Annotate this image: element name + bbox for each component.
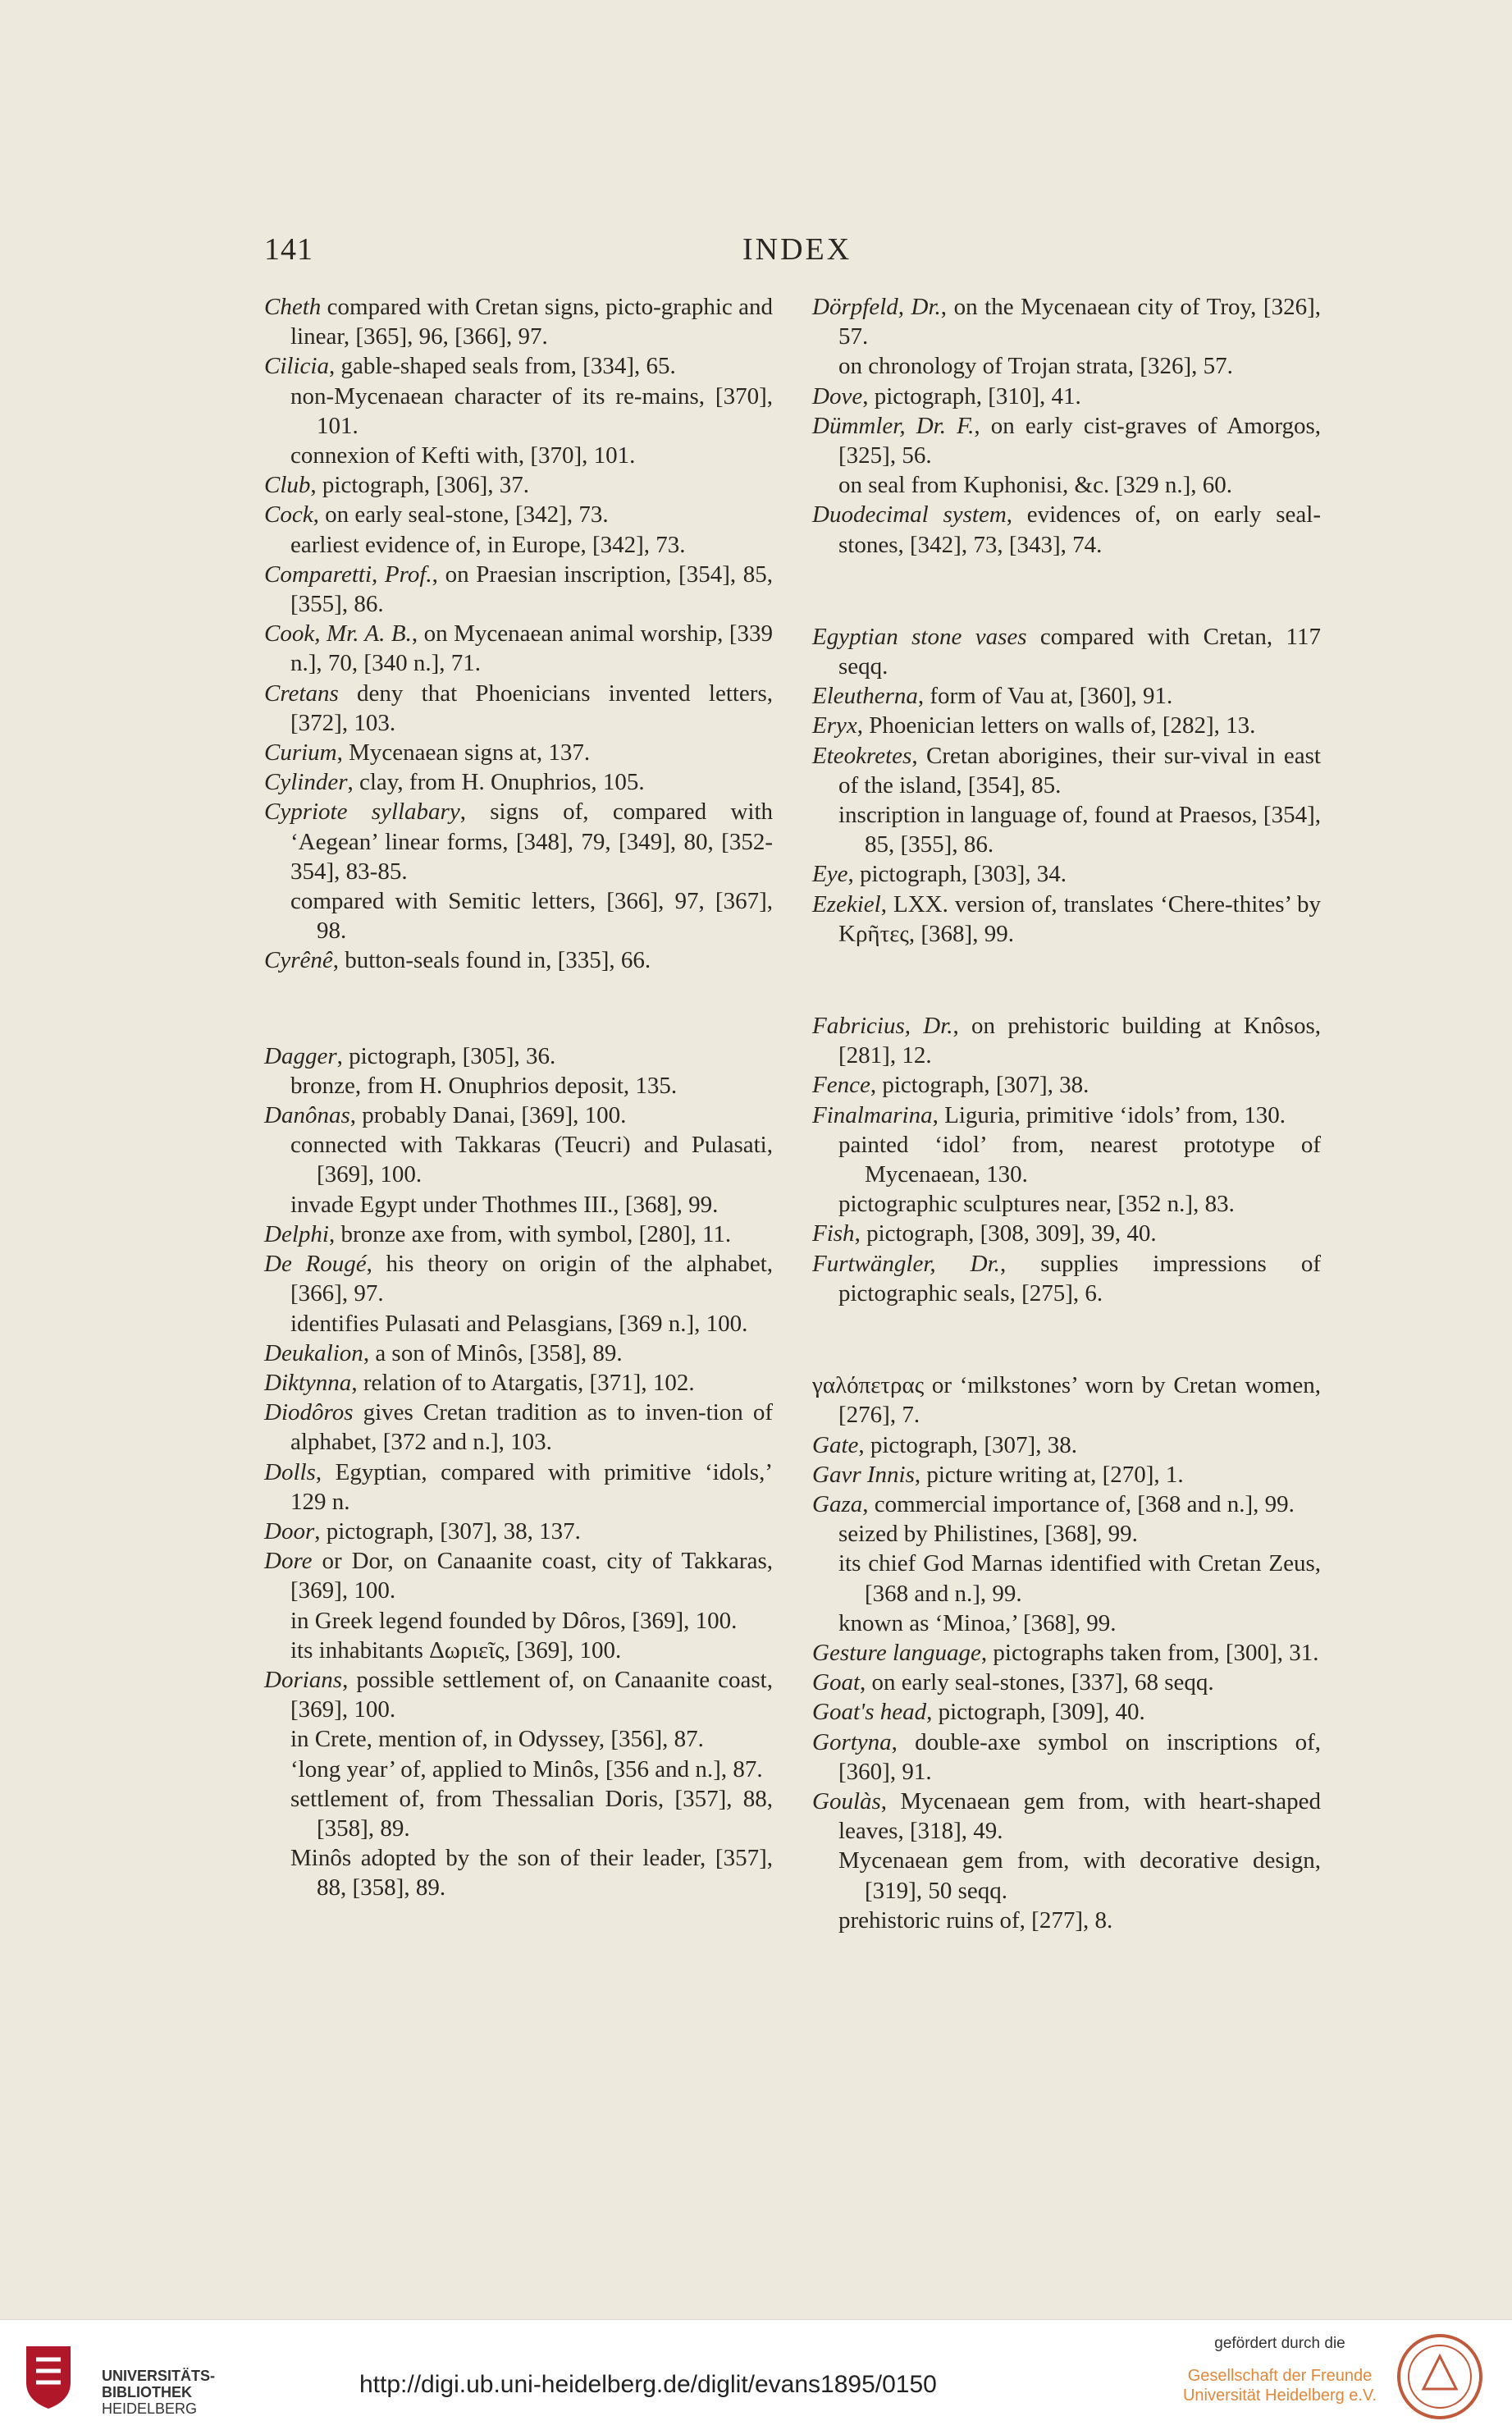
- page-number: 141: [264, 232, 313, 267]
- entry-headword: Eye: [812, 861, 848, 888]
- index-subentry: [812, 1189, 1321, 1219]
- index-entry: [264, 1517, 773, 1546]
- index-entry: [264, 1249, 773, 1308]
- entry-text: Minôs adopted by the son of their leader, [357], 88, [358], 89.: [290, 1845, 773, 1901]
- index-letter-group: [812, 622, 1321, 949]
- entry-headword: Dolls: [264, 1458, 316, 1485]
- entry-headword: Cyrênê: [264, 947, 333, 974]
- entry-headword: Fence: [812, 1072, 870, 1099]
- index-entry: [264, 767, 773, 797]
- entry-headword: Duodecimal system: [812, 501, 1007, 529]
- entry-text: invade Egypt under Thothmes III., [368], 99.: [290, 1191, 719, 1218]
- entry-text: or Dor, on Canaanite coast, city of Takkaras, [369], 100.: [290, 1548, 773, 1604]
- entry-text: , form of Vau at, [360], 91.: [917, 683, 1173, 710]
- entry-text: on chronology of Trojan strata, [326], 57.: [838, 353, 1233, 380]
- entry-headword: Dümmler, Dr. F.: [812, 412, 975, 439]
- entry-text: , Egyptian, compared with primitive ‘idols,’ 129 n.: [290, 1458, 773, 1515]
- entry-headword: Cilicia: [264, 353, 329, 380]
- entry-text: , probably Danai, [369], 100.: [349, 1102, 627, 1129]
- index-letter-group: [812, 1011, 1321, 1308]
- entry-text: , gable-shaped seals from, [334], 65.: [328, 353, 676, 380]
- entry-text: inscription in language of, found at Praesos, [354], 85, [355], 86.: [838, 802, 1321, 858]
- index-letter-group: [812, 292, 1321, 560]
- entry-headword: Gaza: [812, 1490, 863, 1517]
- entry-text: , pictograph, [307], 38.: [870, 1072, 1089, 1099]
- page-title: INDEX: [742, 232, 852, 267]
- index-subentry: [812, 1549, 1321, 1608]
- index-entry: [264, 560, 773, 619]
- entry-headword: Eleutherna: [812, 683, 918, 710]
- entry-text: its chief God Marnas identified with Cretan Zeus, [368 and n.], 99.: [838, 1550, 1321, 1607]
- entry-text: , bronze axe from, with symbol, [280], 11.: [328, 1220, 732, 1247]
- entry-headword: Club: [264, 472, 311, 499]
- index-subentry: [264, 1724, 773, 1754]
- entry-text: , relation of to Atargatis, [371], 102.: [351, 1369, 695, 1396]
- entry-headword: Furtwängler, Dr.: [812, 1250, 1000, 1277]
- entry-text: , Mycenaean gem from, with heart-shaped leaves, [318], 49.: [838, 1787, 1321, 1845]
- index-subentry: [812, 1609, 1321, 1638]
- entry-text: its inhabitants Δωριεῖς, [369], 100.: [290, 1636, 622, 1663]
- entry-text: , on prehistoric building at Knôsos, [281], 12.: [838, 1013, 1321, 1069]
- entry-headword: Gavr Innis: [812, 1461, 915, 1488]
- entry-text: , a son of Minôs, [358], 89.: [363, 1339, 623, 1366]
- entry-text: , evidences of, on early seal-stones, [342], 73, [343], 74.: [838, 501, 1322, 558]
- index-entry: [264, 1665, 773, 1724]
- entry-headword: Fish: [812, 1220, 855, 1247]
- index-letter-group: [264, 1041, 773, 1903]
- index-subentry: [264, 1755, 773, 1784]
- index-entry: [812, 292, 1321, 351]
- entry-text: , on Mycenaean animal worship, [339 n.], 70, [340 n.], 71.: [290, 620, 773, 677]
- index-entry: [812, 1070, 1321, 1100]
- index-entry: [264, 945, 773, 975]
- sponsor-name: Gesellschaft der Freunde Universität Heidelberg e.V.: [1182, 2367, 1377, 2405]
- entry-headword: Goulàs: [812, 1787, 881, 1814]
- entry-text: , on the Mycenaean city of Troy, [326], 57.: [838, 294, 1321, 350]
- entry-text: , pictograph, [309], 40.: [926, 1699, 1145, 1726]
- entry-text: , clay, from H. Onuphrios, 105.: [347, 769, 645, 796]
- right-index-column: [812, 292, 1321, 1935]
- entry-headword: Goat's head: [812, 1699, 927, 1726]
- index-subentry: [812, 800, 1321, 859]
- entry-text: , picture writing at, [270], 1.: [914, 1461, 1184, 1488]
- entry-headword: De Rougé: [264, 1251, 367, 1278]
- entry-headword: Cook, Mr. A. B.: [264, 620, 412, 648]
- entry-headword: Door: [264, 1517, 315, 1544]
- entry-text: , on Praesian inscription, [354], 85, [355], 86.: [290, 561, 773, 618]
- index-entry: [812, 1430, 1321, 1460]
- index-entry: [812, 859, 1321, 889]
- index-entry: [264, 1220, 773, 1249]
- entry-headword: Cypriote syllabary: [264, 799, 460, 826]
- index-letter-group: [812, 1371, 1321, 1935]
- index-entry: [812, 1249, 1321, 1308]
- entry-text: gives Cretan tradition as to inven-tion of alphabet, [372 and n.], 103.: [290, 1399, 773, 1456]
- index-subentry: [812, 1846, 1321, 1905]
- entry-text: compared with Semitic letters, [366], 97, [367], 98.: [290, 888, 773, 945]
- entry-text: , pictograph, [303], 34.: [847, 861, 1067, 888]
- entry-text: prehistoric ruins of, [277], 8.: [838, 1906, 1113, 1933]
- entry-text: , Phoenician letters on walls of, [282], 13.: [856, 712, 1256, 739]
- sponsor-block[interactable]: [1173, 2335, 1386, 2405]
- index-entry: [812, 711, 1321, 740]
- index-entry: [812, 681, 1321, 711]
- entry-headword: Gate: [812, 1431, 859, 1458]
- entry-text: on seal from Kuphonisi, &c. [329 n.], 60.: [838, 472, 1233, 499]
- index-entry: [812, 1697, 1321, 1727]
- index-subentry: [264, 1843, 773, 1902]
- index-entry: [264, 1546, 773, 1605]
- index-subentry: [812, 351, 1321, 381]
- index-entry: [812, 890, 1321, 949]
- entry-headword: Ezekiel: [812, 890, 881, 918]
- entry-text: Mycenaean gem from, with decorative design, [319], 50 seqq.: [838, 1847, 1321, 1904]
- entry-text: , button-seals found in, [335], 66.: [332, 947, 651, 974]
- entry-text: , pictograph, [305], 36.: [336, 1042, 556, 1069]
- index-subentry: [264, 1606, 773, 1636]
- entry-text: , pictograph, [307], 38, 137.: [314, 1517, 581, 1544]
- entry-text: settlement of, from Thessalian Doris, [357], 88, [358], 89.: [290, 1785, 773, 1842]
- library-name: UNIVERSITÄTS- BIBLIOTHEK HEIDELBERG: [102, 2368, 216, 2417]
- index-entry: [264, 1041, 773, 1071]
- entry-headword: Delphi: [264, 1220, 329, 1247]
- index-entry: [812, 1490, 1321, 1519]
- index-entry: [812, 500, 1321, 559]
- index-entry: [812, 622, 1321, 681]
- entry-text: , pictographs taken from, [300], 31.: [980, 1639, 1319, 1666]
- entry-text: , on early seal-stones, [337], 68 seqq.: [860, 1669, 1214, 1696]
- entry-headword: Cylinder: [264, 769, 348, 796]
- index-letter-group: [264, 292, 773, 976]
- entry-text: pictographic sculptures near, [352 n.], 83.: [838, 1191, 1235, 1218]
- index-entry: [812, 1101, 1321, 1130]
- entry-text: in Crete, mention of, in Odyssey, [356], 87.: [290, 1726, 704, 1753]
- index-subentry: [812, 1519, 1321, 1549]
- entry-headword: Cheth: [264, 294, 322, 320]
- index-entry: [812, 1371, 1321, 1430]
- entry-text: , Cretan aborigines, their sur-vival in east of the island, [354], 85.: [838, 742, 1321, 799]
- entry-text: , on early cist-graves of Amorgos, [325], 56.: [838, 412, 1321, 469]
- index-entry: [264, 679, 773, 738]
- entry-text: , on early seal-stone, [342], 73.: [313, 501, 609, 529]
- index-entry: [264, 500, 773, 529]
- entry-text: , his theory on origin of the alphabet, [366], 97.: [290, 1251, 774, 1307]
- entry-text: , Mycenaean signs at, 137.: [336, 739, 591, 767]
- index-entry: [264, 470, 773, 500]
- index-subentry: [812, 470, 1321, 500]
- entry-headword: Dorians: [264, 1666, 343, 1693]
- entry-text: compared with Cretan, 117 seqq.: [838, 623, 1321, 680]
- index-entry: [264, 1368, 773, 1398]
- index-subentry: [264, 886, 773, 945]
- entry-headword: Goat: [812, 1669, 860, 1696]
- entry-text: , LXX. version of, translates ‘Chere-thites’ by Κρῆτες, [368], 99.: [838, 890, 1321, 947]
- index-subentry: [264, 1784, 773, 1843]
- library-seal-icon: [11, 2335, 85, 2414]
- entry-headword: Comparetti, Prof.: [264, 561, 432, 588]
- index-subentry: [264, 1130, 773, 1189]
- entry-headword: Dagger: [264, 1042, 337, 1069]
- index-entry: [264, 1101, 773, 1130]
- permalink-url[interactable]: http://digi.ub.uni-heidelberg.de/diglit/evans1895/0150: [359, 2371, 937, 2398]
- index-subentry: [812, 1906, 1321, 1935]
- index-subentry: [264, 1636, 773, 1665]
- entry-headword: Diktynna: [264, 1369, 352, 1396]
- entry-text: , double-axe symbol on inscriptions of, [360], 91.: [838, 1728, 1321, 1785]
- index-entry: [812, 1638, 1321, 1668]
- entry-text: deny that Phoenicians invented letters, [372], 103.: [290, 680, 773, 736]
- entry-text: seized by Philistines, [368], 99.: [838, 1521, 1138, 1548]
- entry-headword: Egyptian stone vases: [812, 623, 1027, 650]
- index-subentry: [264, 382, 773, 441]
- entry-text: γαλόπετρας or ‘milkstones’ worn by Cretan women, [276], 7.: [812, 1372, 1321, 1429]
- index-entry: [264, 1398, 773, 1457]
- index-entry: [264, 1458, 773, 1517]
- index-subentry: [264, 1309, 773, 1339]
- entry-text: ‘long year’ of, applied to Minôs, [356 and n.], 87.: [290, 1755, 763, 1782]
- index-entry: [264, 1339, 773, 1368]
- index-entry: [264, 619, 773, 678]
- entry-headword: Finalmarina: [812, 1101, 933, 1128]
- university-seal-icon: [1395, 2332, 1485, 2422]
- index-entry: [812, 1219, 1321, 1248]
- entry-text: known as ‘Minoa,’ [368], 99.: [838, 1609, 1117, 1636]
- entry-text: non-Mycenaean character of its re-mains, [370], 101.: [290, 382, 773, 439]
- entry-text: in Greek legend founded by Dôros, [369], 100.: [290, 1607, 738, 1634]
- entry-text: connected with Takkaras (Teucri) and Pulasati, [369], 100.: [290, 1132, 773, 1188]
- index-subentry: [264, 530, 773, 560]
- entry-text: , commercial importance of, [368 and n.], 99.: [862, 1490, 1295, 1517]
- index-subentry: [264, 441, 773, 470]
- entry-headword: Gortyna: [812, 1728, 892, 1755]
- index-entry: [812, 1787, 1321, 1846]
- index-entry: [264, 351, 773, 381]
- entry-headword: Cock: [264, 501, 313, 529]
- entry-headword: Danônas: [264, 1102, 350, 1129]
- entry-text: , possible settlement of, on Canaanite coast, [369], 100.: [290, 1666, 773, 1723]
- entry-headword: Dore: [264, 1548, 313, 1575]
- page-header: [0, 231, 1512, 272]
- entry-text: , pictograph, [310], 41.: [862, 382, 1081, 410]
- sponsor-label: gefördert durch die: [1214, 2335, 1345, 2352]
- index-entry: [264, 738, 773, 767]
- entry-text: earliest evidence of, in Europe, [342], 73.: [290, 531, 686, 558]
- entry-text: , Liguria, primitive ‘idols’ from, 130.: [932, 1101, 1286, 1128]
- index-entry: [812, 411, 1321, 470]
- entry-text: identifies Pulasati and Pelasgians, [369 n.], 100.: [290, 1310, 748, 1337]
- index-subentry: [812, 1130, 1321, 1189]
- index-entry: [812, 1668, 1321, 1697]
- entry-headword: Fabricius, Dr.: [812, 1013, 953, 1040]
- library-logo[interactable]: [11, 2335, 258, 2417]
- index-entry: [264, 292, 773, 351]
- entry-text: , signs of, compared with ‘Aegean’ linear forms, [348], 79, [349], 80, [352-354], 83-85.: [290, 799, 773, 885]
- index-entry: [264, 797, 773, 886]
- entry-headword: Dörpfeld, Dr.: [812, 294, 941, 320]
- index-entry: [812, 1460, 1321, 1490]
- index-entry: [812, 741, 1321, 800]
- entry-text: bronze, from H. Onuphrios deposit, 135.: [290, 1072, 678, 1099]
- entry-text: , pictograph, [306], 37.: [310, 472, 529, 499]
- footer-bar: [0, 2319, 1512, 2430]
- entry-headword: Curium: [264, 739, 337, 767]
- entry-text: connexion of Kefti with, [370], 101.: [290, 442, 636, 469]
- entry-text: , pictograph, [308, 309], 39, 40.: [854, 1220, 1157, 1247]
- entry-text: compared with Cretan signs, picto-graphic and linear, [365], 96, [366], 97.: [290, 294, 773, 350]
- index-entry: [812, 1728, 1321, 1787]
- entry-headword: Dove: [812, 382, 863, 410]
- entry-headword: Eteokretes: [812, 742, 912, 769]
- index-entry: [812, 1011, 1321, 1070]
- entry-headword: Eryx: [812, 712, 857, 739]
- entry-text: , pictograph, [307], 38.: [858, 1431, 1077, 1458]
- index-subentry: [264, 1190, 773, 1220]
- left-index-column: [264, 292, 773, 1903]
- entry-text: , supplies impressions of pictographic seals, [275], 6.: [838, 1250, 1321, 1307]
- entry-text: painted ‘idol’ from, nearest prototype of Mycenaean, 130.: [838, 1131, 1321, 1188]
- entry-headword: Cretans: [264, 680, 339, 707]
- entry-headword: Gesture language: [812, 1639, 981, 1666]
- entry-headword: Diodôros: [264, 1399, 354, 1426]
- index-subentry: [264, 1071, 773, 1101]
- index-entry: [812, 382, 1321, 411]
- entry-headword: Deukalion: [264, 1339, 363, 1366]
